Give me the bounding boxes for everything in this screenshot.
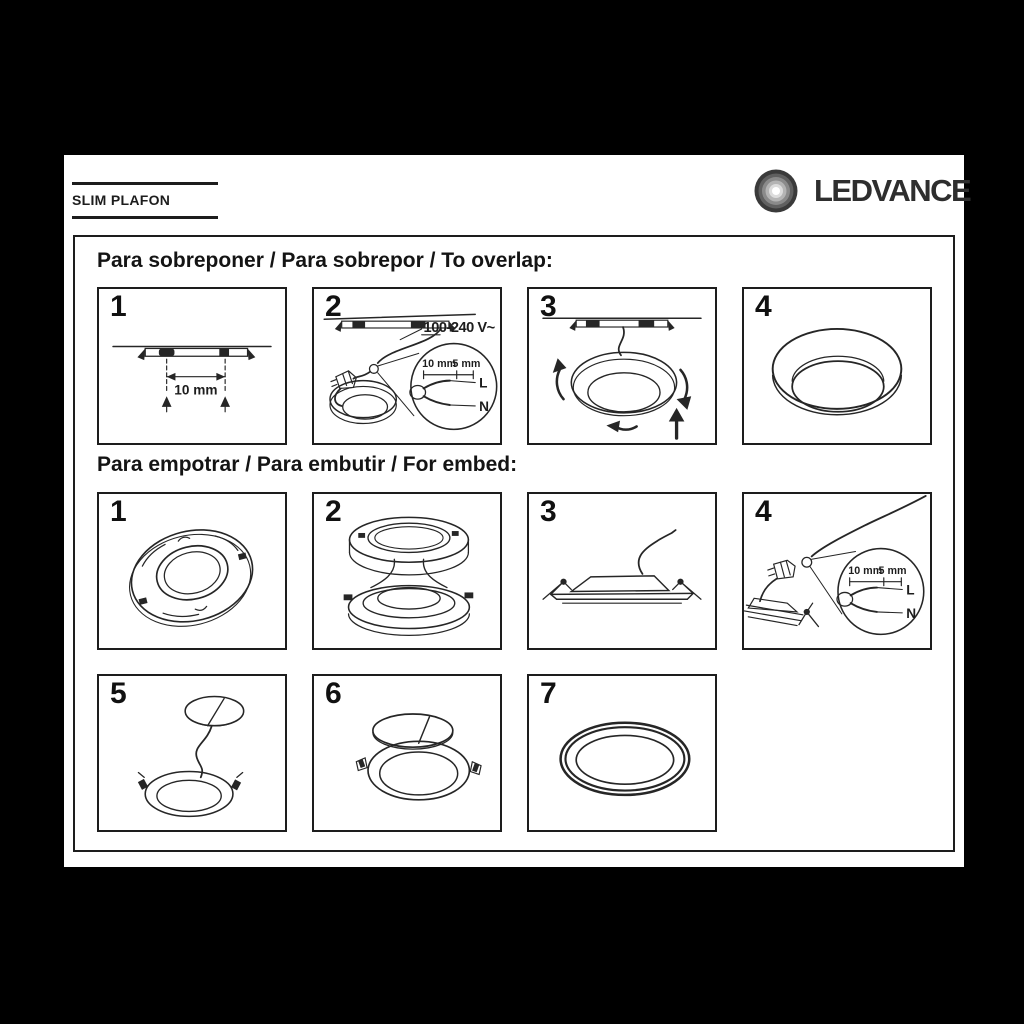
brand-logo bbox=[752, 167, 970, 215]
strip-short-label: 5 mm bbox=[452, 357, 481, 370]
wire-live-label: L bbox=[479, 375, 488, 391]
step-number: 4 bbox=[755, 290, 772, 323]
step-number: 1 bbox=[110, 495, 127, 528]
title-rule-bottom bbox=[72, 216, 218, 219]
step-box-overlap-2 bbox=[312, 287, 502, 445]
section-heading-overlap: Para sobreponer / Para sobrepor / To overlap: bbox=[97, 249, 553, 272]
wire-neutral-label: N bbox=[906, 605, 917, 621]
step-box-embed-1 bbox=[97, 492, 287, 650]
step-number: 3 bbox=[540, 495, 557, 528]
illustration-exploded-rings bbox=[314, 494, 500, 648]
step-box-embed-7 bbox=[527, 674, 717, 832]
illustration-mounting-ring bbox=[99, 494, 285, 648]
step-number: 1 bbox=[110, 290, 127, 323]
illustration-cutout-and-ring bbox=[99, 676, 285, 830]
step-number: 6 bbox=[325, 677, 342, 710]
step-number: 4 bbox=[755, 495, 772, 528]
illustration-bracket-spacing bbox=[99, 289, 285, 443]
step-box-overlap-4 bbox=[742, 287, 932, 445]
ledvance-ring-icon bbox=[752, 167, 800, 215]
strip-long-label: 10 mm bbox=[422, 357, 457, 370]
illustration-twist-lock bbox=[529, 289, 715, 443]
step-box-embed-2 bbox=[312, 492, 502, 650]
wire-neutral-label: N bbox=[479, 398, 489, 414]
step-number: 2 bbox=[325, 495, 342, 528]
illustration-wiring-detail bbox=[314, 289, 500, 443]
strip-short-label: 5 mm bbox=[878, 564, 907, 577]
step-box-embed-3 bbox=[527, 492, 717, 650]
title-rule-top bbox=[72, 182, 218, 185]
strip-long-label: 10 mm bbox=[848, 564, 883, 577]
step-number: 5 bbox=[110, 677, 127, 710]
product-name: SLIM PLAFON bbox=[72, 192, 171, 208]
step-box-embed-5 bbox=[97, 674, 287, 832]
product-title-block bbox=[72, 155, 218, 225]
step-box-embed-6 bbox=[312, 674, 502, 832]
step-box-overlap-3 bbox=[527, 287, 717, 445]
step-number: 7 bbox=[540, 677, 557, 710]
step-box-embed-4 bbox=[742, 492, 932, 650]
wire-live-label: L bbox=[906, 582, 915, 598]
bracket-gap-label: 10 mm bbox=[174, 382, 218, 398]
instructions-panel bbox=[73, 235, 955, 852]
voltage-label: 100-240 V~ bbox=[423, 319, 495, 336]
illustration-recessed-side-view bbox=[529, 494, 715, 648]
illustration-insert-panel bbox=[314, 676, 500, 830]
illustration-flush-mounted-lamp bbox=[529, 676, 715, 830]
step-box-overlap-1 bbox=[97, 287, 287, 445]
section-heading-embed: Para empotrar / Para embutir / For embed: bbox=[97, 453, 518, 476]
manual-page bbox=[64, 155, 971, 867]
step-number: 3 bbox=[540, 290, 557, 323]
brand-name: LEDVANCE bbox=[814, 173, 971, 208]
step-number: 2 bbox=[325, 290, 342, 323]
